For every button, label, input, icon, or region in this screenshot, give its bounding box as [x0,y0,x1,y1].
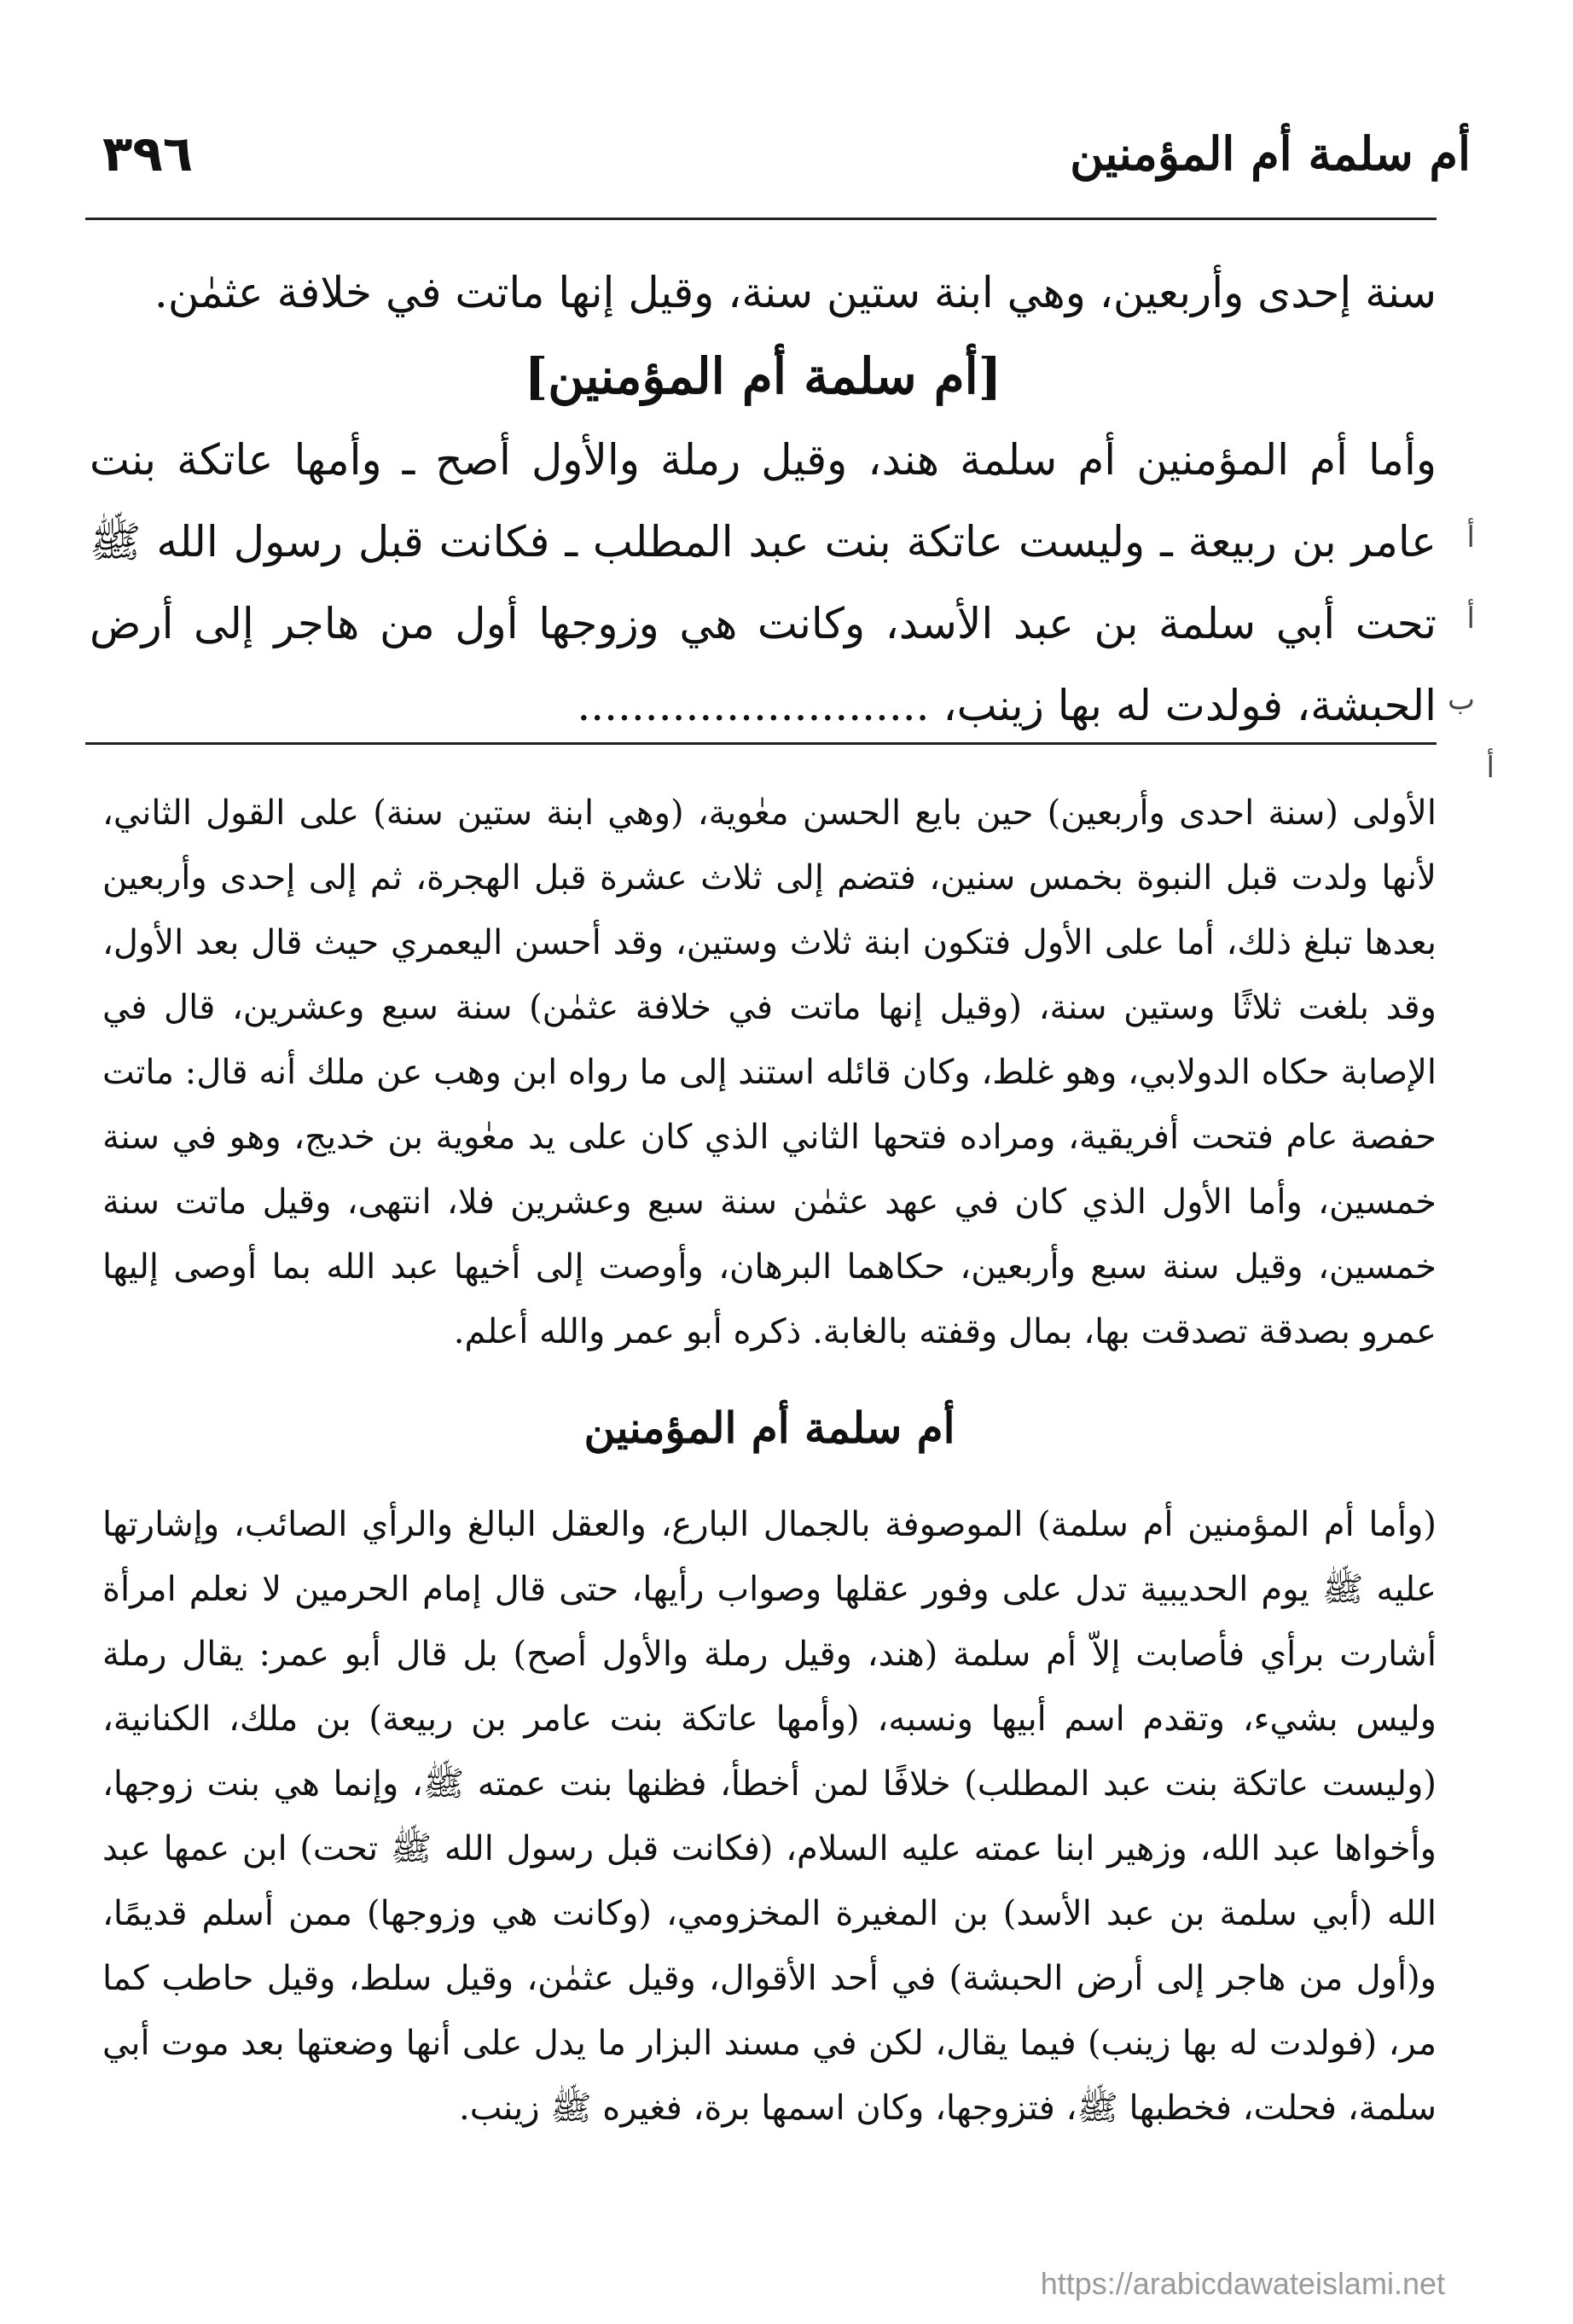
separator-rule [85,742,1437,745]
header-rule [85,218,1437,220]
main-text-body: وأما أم المؤمنين أم سلمة هند، وقيل رملة والأول أصح ـ وأمها عاتكة بنت عامر بن ربيعة ـ وليست عاتكة بنت عبد المطلب ـ فكانت قبل رسول الله ﷺ تحت أبي سلمة بن عبد الأسد، وكانت هي وزوجها أول من هاجر إلى أرض الحبشة، فولدت له بها زينب، [90,435,1437,730]
main-text-line: سنة إحدى وأربعين، وهي ابنة ستين سنة، وقيل إنها ماتت في خلافة عثمٰن. [154,268,1437,317]
margin-mark: ب [1447,683,1475,717]
commentary-text [102,781,1437,2141]
commentary-heading: أم سلمة أم المؤمنين [583,1403,955,1453]
main-text [90,252,1437,747]
running-title: أم سلمة أم المؤمنين [1070,126,1471,181]
ellipsis-dots: .......................... [577,681,930,730]
page-number: ٣٩٦ [102,125,194,183]
margin-mark: أ [1466,520,1475,555]
main-text-paragraph [90,419,1437,747]
margin-mark: أ [1466,601,1475,636]
commentary-paragraph: الأولى (سنة احدى وأربعين) حين بايع الحسن معٰوية، (وهي ابنة ستين سنة) على القول الثاني، لأنها ولدت قبل النبوة بخمس سنين، فتضم إلى ثلاث عشرة قبل الهجرة، ثم إلى إحدى وأربعين بعدها تبلغ ذلك، أما على الأول فتكون ابنة ثلاث وستين، وقد أحسن اليعمري حيث قال بعد الأول، وقد بلغت ثلاثًا وستين سنة، (وقيل إنها ماتت في خلافة عثمٰن) سنة سبع وعشرين، قال في الإصابة حكاه الدولابي، وهو غلط، وكان قائله استند إلى ما رواه ابن وهب عن ملك أنه قال: ماتت حفصة عام فتحت أفريقية، ومراده فتحها الثاني الذي كان على يد معٰوية بن خديج، وهو في سنة خمسين، وأما الأول الذي كان في عهد عثمٰن سنة سبع وعشرين فلا، انتهى، وقيل ماتت سنة خمسين، وقيل سنة سبع وأربعين، حكاهما البرهان، وأوصت إلى أخيها عبد الله بما أوصى إليها عمرو بصدقة تصدقت بها، بمال وقفته بالغابة. ذكره أبو عمر والله أعلم. [102,793,1437,1351]
watermark-url: https://arabicdawateislami.net [1040,2266,1445,2301]
margin-mark: أ [1486,751,1495,785]
commentary-paragraph: (وأما أم المؤمنين أم سلمة) الموصوفة بالجمال البارع، والعقل البالغ والرأي الصائب، وإشارتها عليه ﷺ يوم الحديبية تدل على وفور عقلها وصواب رأيها، حتى قال إمام الحرمين لا نعلم امرأة أشارت برأي فأصابت إلاّ أم سلمة (هند، وقيل رملة والأول أصح) بل قال أبو عمر: يقال رملة وليس بشيء، وتقدم اسم أبيها ونسبه، (وأمها عاتكة بنت عامر بن ربيعة) بن ملك، الكنانية، (وليست عاتكة بنت عبد المطلب) خلافًا لمن أخطأ، فظنها بنت عمته ﷺ، وإنما هي بنت زوجها، وأخواها عبد الله، وزهير ابنا عمته عليه السلام، (فكانت قبل رسول الله ﷺ تحت) ابن عمها عبد الله (أبي سلمة بن عبد الأسد) بن المغيرة المخزومي، (وكانت هي وزوجها) ممن أسلم قديمًا، و(أول من هاجر إلى أرض الحبشة) في أحد الأقوال، وقيل عثمٰن، وقيل سلط، وقيل حاطب كما مر، (فولدت له بها زينب) فيما يقال، لكن في مسند البزار ما يدل على أنها وضعتها بعد موت أبي سلمة، فحلت، فخطبها ﷺ، فتزوجها، وكان اسمها برة، فغيره ﷺ زينب. [102,1505,1437,2128]
section-heading: [أم سلمة أم المؤمنين] [524,347,1002,405]
running-header [102,111,1471,196]
